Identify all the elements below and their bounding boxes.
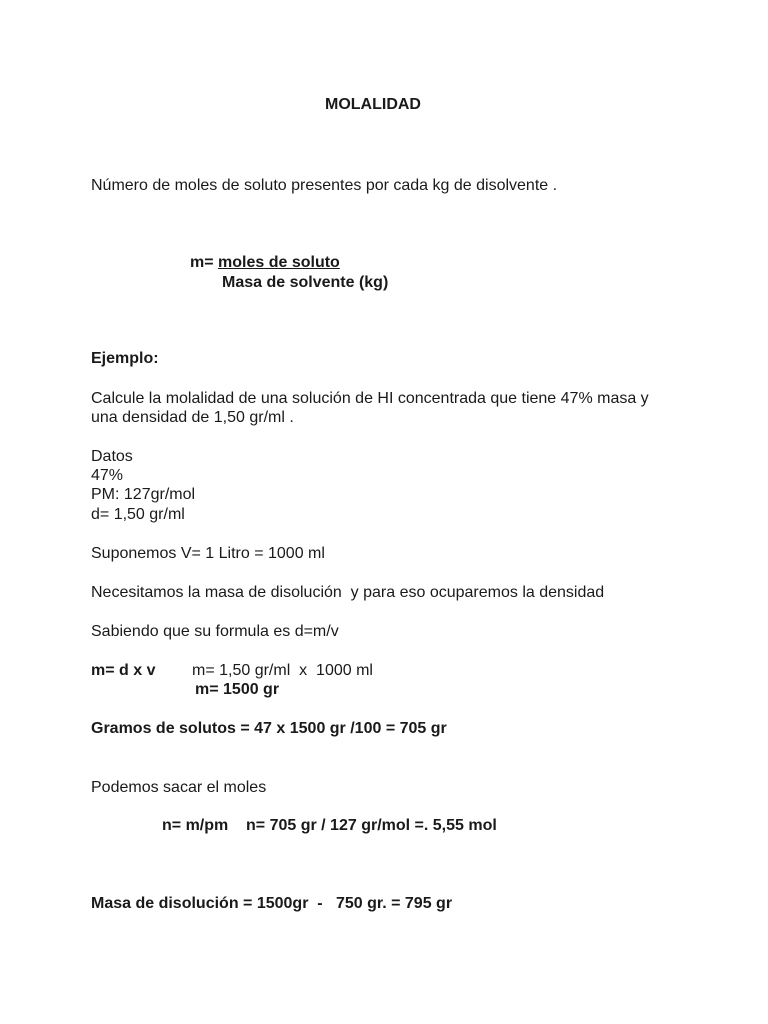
sabiendo-text: Sabiendo que su formula es d=m/v <box>91 623 339 640</box>
definition-text: Número de moles de soluto presentes por cada kg de disolvente . <box>91 177 558 194</box>
formula-numerator-line <box>190 253 340 272</box>
formula-denominator: Masa de solvente (kg) <box>222 274 389 291</box>
datos-density: d= 1,50 gr/ml <box>91 506 185 523</box>
podemos-text: Podemos sacar el moles <box>91 779 267 796</box>
datos-pm: PM: 127gr/mol <box>91 486 196 503</box>
example-heading: Ejemplo: <box>91 350 159 367</box>
mass-result: m= 1500 gr <box>195 681 280 698</box>
formula-numerator: moles de soluto <box>218 254 340 271</box>
page-title: MOLALIDAD <box>325 96 421 113</box>
problem-line-2: una densidad de 1,50 gr/ml . <box>91 409 294 426</box>
problem-line-1: Calcule la molalidad de una solución de HI concentrada que tiene 47% masa y <box>91 390 649 407</box>
mass-formula: m= d x v <box>91 662 156 679</box>
masa-disolucion: Masa de disolución = 1500gr - 750 gr. = 795 gr <box>91 895 453 912</box>
formula-prefix: m= <box>190 254 219 271</box>
suponemos-text: Suponemos V= 1 Litro = 1000 ml <box>91 545 325 562</box>
necesitamos-text: Necesitamos la masa de disolución y para eso ocuparemos la densidad <box>91 584 605 601</box>
datos-percent: 47% <box>91 467 124 484</box>
datos-heading: Datos <box>91 448 133 465</box>
gramos-solutos: Gramos de solutos = 47 x 1500 gr /100 = 705 gr <box>91 720 447 737</box>
moles-calculation: n= m/pm n= 705 gr / 127 gr/mol =. 5,55 mol <box>162 817 497 834</box>
mass-substitution: m= 1,50 gr/ml x 1000 ml <box>192 662 373 679</box>
